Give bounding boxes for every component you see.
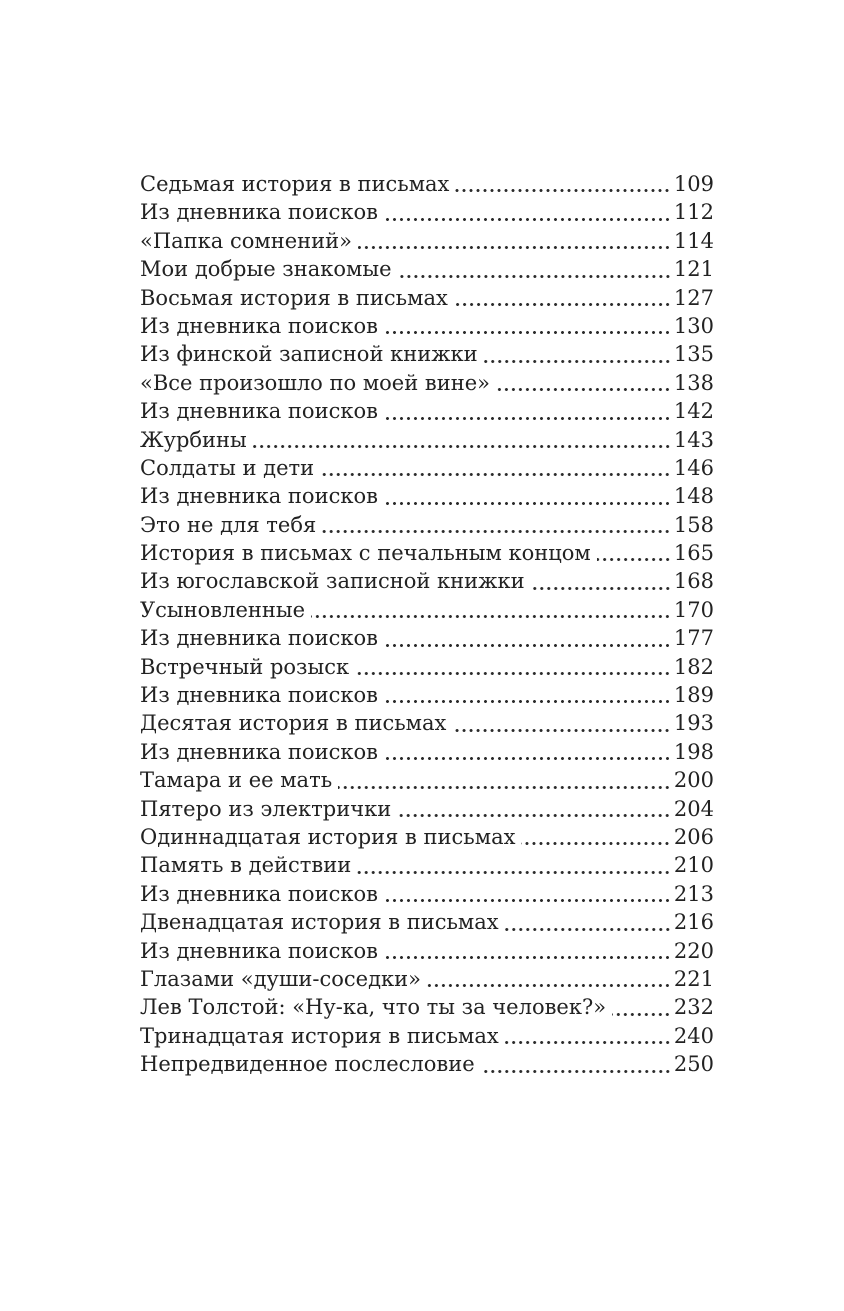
toc-entry-title: Глазами «души-соседки»: [140, 966, 421, 991]
toc-entry-title: Лев Толстой: «Ну-ка, что ты за человек?»: [140, 995, 607, 1020]
toc-row: [140, 170, 714, 198]
toc-entry-page: 198: [673, 739, 714, 764]
dotted-leader: [452, 709, 671, 737]
dotted-leader: [253, 426, 671, 454]
toc-entry-page: 168: [673, 569, 714, 594]
toc-row: [140, 397, 714, 425]
toc-row: [140, 965, 714, 993]
dotted-leader: [384, 937, 671, 965]
toc-row: [140, 198, 714, 226]
dotted-leader: [384, 198, 671, 226]
toc-entry-title: История в письмах с печальным концом: [140, 541, 591, 566]
toc-row: [140, 1022, 714, 1050]
toc-row: [140, 709, 714, 737]
toc-row: [140, 1050, 714, 1078]
toc-row: [140, 624, 714, 652]
toc-entry-title: Тринадцатая история в письмах: [140, 1023, 499, 1048]
dotted-leader: [597, 539, 671, 567]
toc-entry-page: 135: [673, 342, 714, 367]
toc-entry-title: «Все произошло по моей вине»: [140, 370, 490, 395]
toc-row: [140, 993, 714, 1021]
toc-entry-title: Это не для тебя: [140, 512, 317, 537]
dotted-leader: [384, 738, 671, 766]
toc-entry-page: 165: [673, 541, 714, 566]
toc-entry-page: 146: [673, 455, 714, 480]
toc-entry-title: Усыновленные: [140, 597, 306, 622]
dotted-leader: [357, 851, 671, 879]
toc-row: [140, 766, 714, 794]
toc-row: [140, 227, 714, 255]
toc-entry-page: 114: [673, 228, 714, 253]
toc-entry-page: 220: [673, 938, 714, 963]
toc-row: [140, 255, 714, 283]
toc-entry-title: Седьмая история в письмах: [140, 172, 450, 196]
toc-entry-page: 216: [673, 910, 714, 935]
toc-entry-title: Из дневника поисков: [140, 399, 378, 424]
toc-entry-page: 170: [673, 597, 714, 622]
toc-list: [140, 170, 714, 1079]
toc-row: [140, 653, 714, 681]
dotted-leader: [455, 170, 671, 198]
dotted-leader: [484, 340, 671, 368]
toc-entry-title: Тамара и ее мать: [140, 768, 333, 793]
toc-entry-title: Десятая история в письмах: [140, 711, 447, 736]
toc-entry-title: «Папка сомнений»: [140, 228, 352, 253]
toc-entry-title: Из дневника поисков: [140, 313, 378, 338]
toc-entry-page: 232: [673, 995, 714, 1020]
toc-entry-title: Восьмая история в письмах: [140, 285, 448, 310]
toc-entry-page: 138: [673, 370, 714, 395]
toc-entry-page: 143: [673, 427, 714, 452]
dotted-leader: [397, 795, 671, 823]
toc-entry-title: Одиннадцатая история в письмах: [140, 824, 516, 849]
dotted-leader: [612, 993, 671, 1021]
toc-entry-page: 112: [673, 200, 714, 225]
dotted-leader: [338, 766, 671, 794]
toc-entry-page: 121: [673, 257, 714, 282]
toc-row: [140, 851, 714, 879]
dotted-leader: [384, 880, 671, 908]
toc-entry-title: Встречный розыск: [140, 654, 350, 679]
toc-entry-title: Пятеро из электрички: [140, 796, 392, 821]
toc-row: [140, 738, 714, 766]
dotted-leader: [384, 681, 671, 709]
toc-row: [140, 340, 714, 368]
dotted-leader: [384, 482, 671, 510]
toc-entry-title: Мои добрые знакомые: [140, 257, 392, 282]
toc-row: [140, 284, 714, 312]
toc-entry-page: 142: [673, 399, 714, 424]
toc-entry-page: 193: [673, 711, 714, 736]
toc-entry-page: 130: [673, 313, 714, 338]
dotted-leader: [398, 255, 671, 283]
dotted-leader: [496, 369, 671, 397]
toc-row: [140, 482, 714, 510]
toc-row: [140, 681, 714, 709]
dotted-leader: [320, 454, 671, 482]
toc-entry-title: Журбины: [140, 427, 247, 452]
toc-entry-page: 206: [673, 824, 714, 849]
toc-entry-title: Непредвиденное послесловие: [140, 1052, 475, 1077]
dotted-leader: [384, 312, 671, 340]
dotted-leader: [384, 624, 671, 652]
toc-row: [140, 908, 714, 936]
toc-row: [140, 823, 714, 851]
toc-entry-page: 204: [673, 796, 714, 821]
dotted-leader: [358, 227, 671, 255]
dotted-leader: [454, 284, 671, 312]
toc-entry-title: Из дневника поисков: [140, 683, 378, 708]
toc-row: [140, 596, 714, 624]
toc-row: [140, 937, 714, 965]
toc-entry-page: 127: [673, 285, 714, 310]
toc-entry-page: 177: [673, 626, 714, 651]
toc-entry-page: 182: [673, 654, 714, 679]
toc-entry-title: Из дневника поисков: [140, 626, 378, 651]
toc-entry-page: 200: [673, 768, 714, 793]
toc-entry-page: 221: [673, 966, 714, 991]
toc-entry-title: Из дневника поисков: [140, 938, 378, 963]
toc-entry-title: Из дневника поисков: [140, 881, 378, 906]
toc-row: [140, 539, 714, 567]
toc-row: [140, 567, 714, 595]
toc-entry-page: 240: [673, 1023, 714, 1048]
toc-entry-page: 109: [673, 172, 714, 196]
dotted-leader: [481, 1050, 671, 1078]
toc-entry-title: Память в действии: [140, 853, 352, 878]
dotted-leader: [355, 653, 671, 681]
toc-entry-page: 148: [673, 484, 714, 509]
toc-entry-page: 158: [673, 512, 714, 537]
toc-entry-title: Из дневника поисков: [140, 200, 378, 225]
dotted-leader: [505, 1022, 671, 1050]
toc-entry-title: Солдаты и дети: [140, 455, 315, 480]
toc-row: [140, 511, 714, 539]
toc-entry-title: Из дневника поисков: [140, 484, 378, 509]
toc-row: [140, 454, 714, 482]
dotted-leader: [427, 965, 671, 993]
toc-entry-title: Из финской записной книжки: [140, 342, 478, 367]
toc-entry-title: Из югославской записной книжки: [140, 569, 525, 594]
dotted-leader: [322, 511, 671, 539]
dotted-leader: [384, 397, 671, 425]
dotted-leader: [521, 823, 670, 851]
toc-entry-page: 250: [673, 1052, 714, 1077]
toc-row: [140, 880, 714, 908]
toc-row: [140, 369, 714, 397]
dotted-leader: [531, 567, 671, 595]
toc-row: [140, 312, 714, 340]
toc-entry-page: 210: [673, 853, 714, 878]
toc-entry-title: Из дневника поисков: [140, 739, 378, 764]
toc-row: [140, 795, 714, 823]
toc-entry-page: 213: [673, 881, 714, 906]
dotted-leader: [311, 596, 671, 624]
toc-row: [140, 426, 714, 454]
toc-entry-title: Двенадцатая история в письмах: [140, 910, 499, 935]
toc-entry-page: 189: [673, 683, 714, 708]
dotted-leader: [505, 908, 671, 936]
